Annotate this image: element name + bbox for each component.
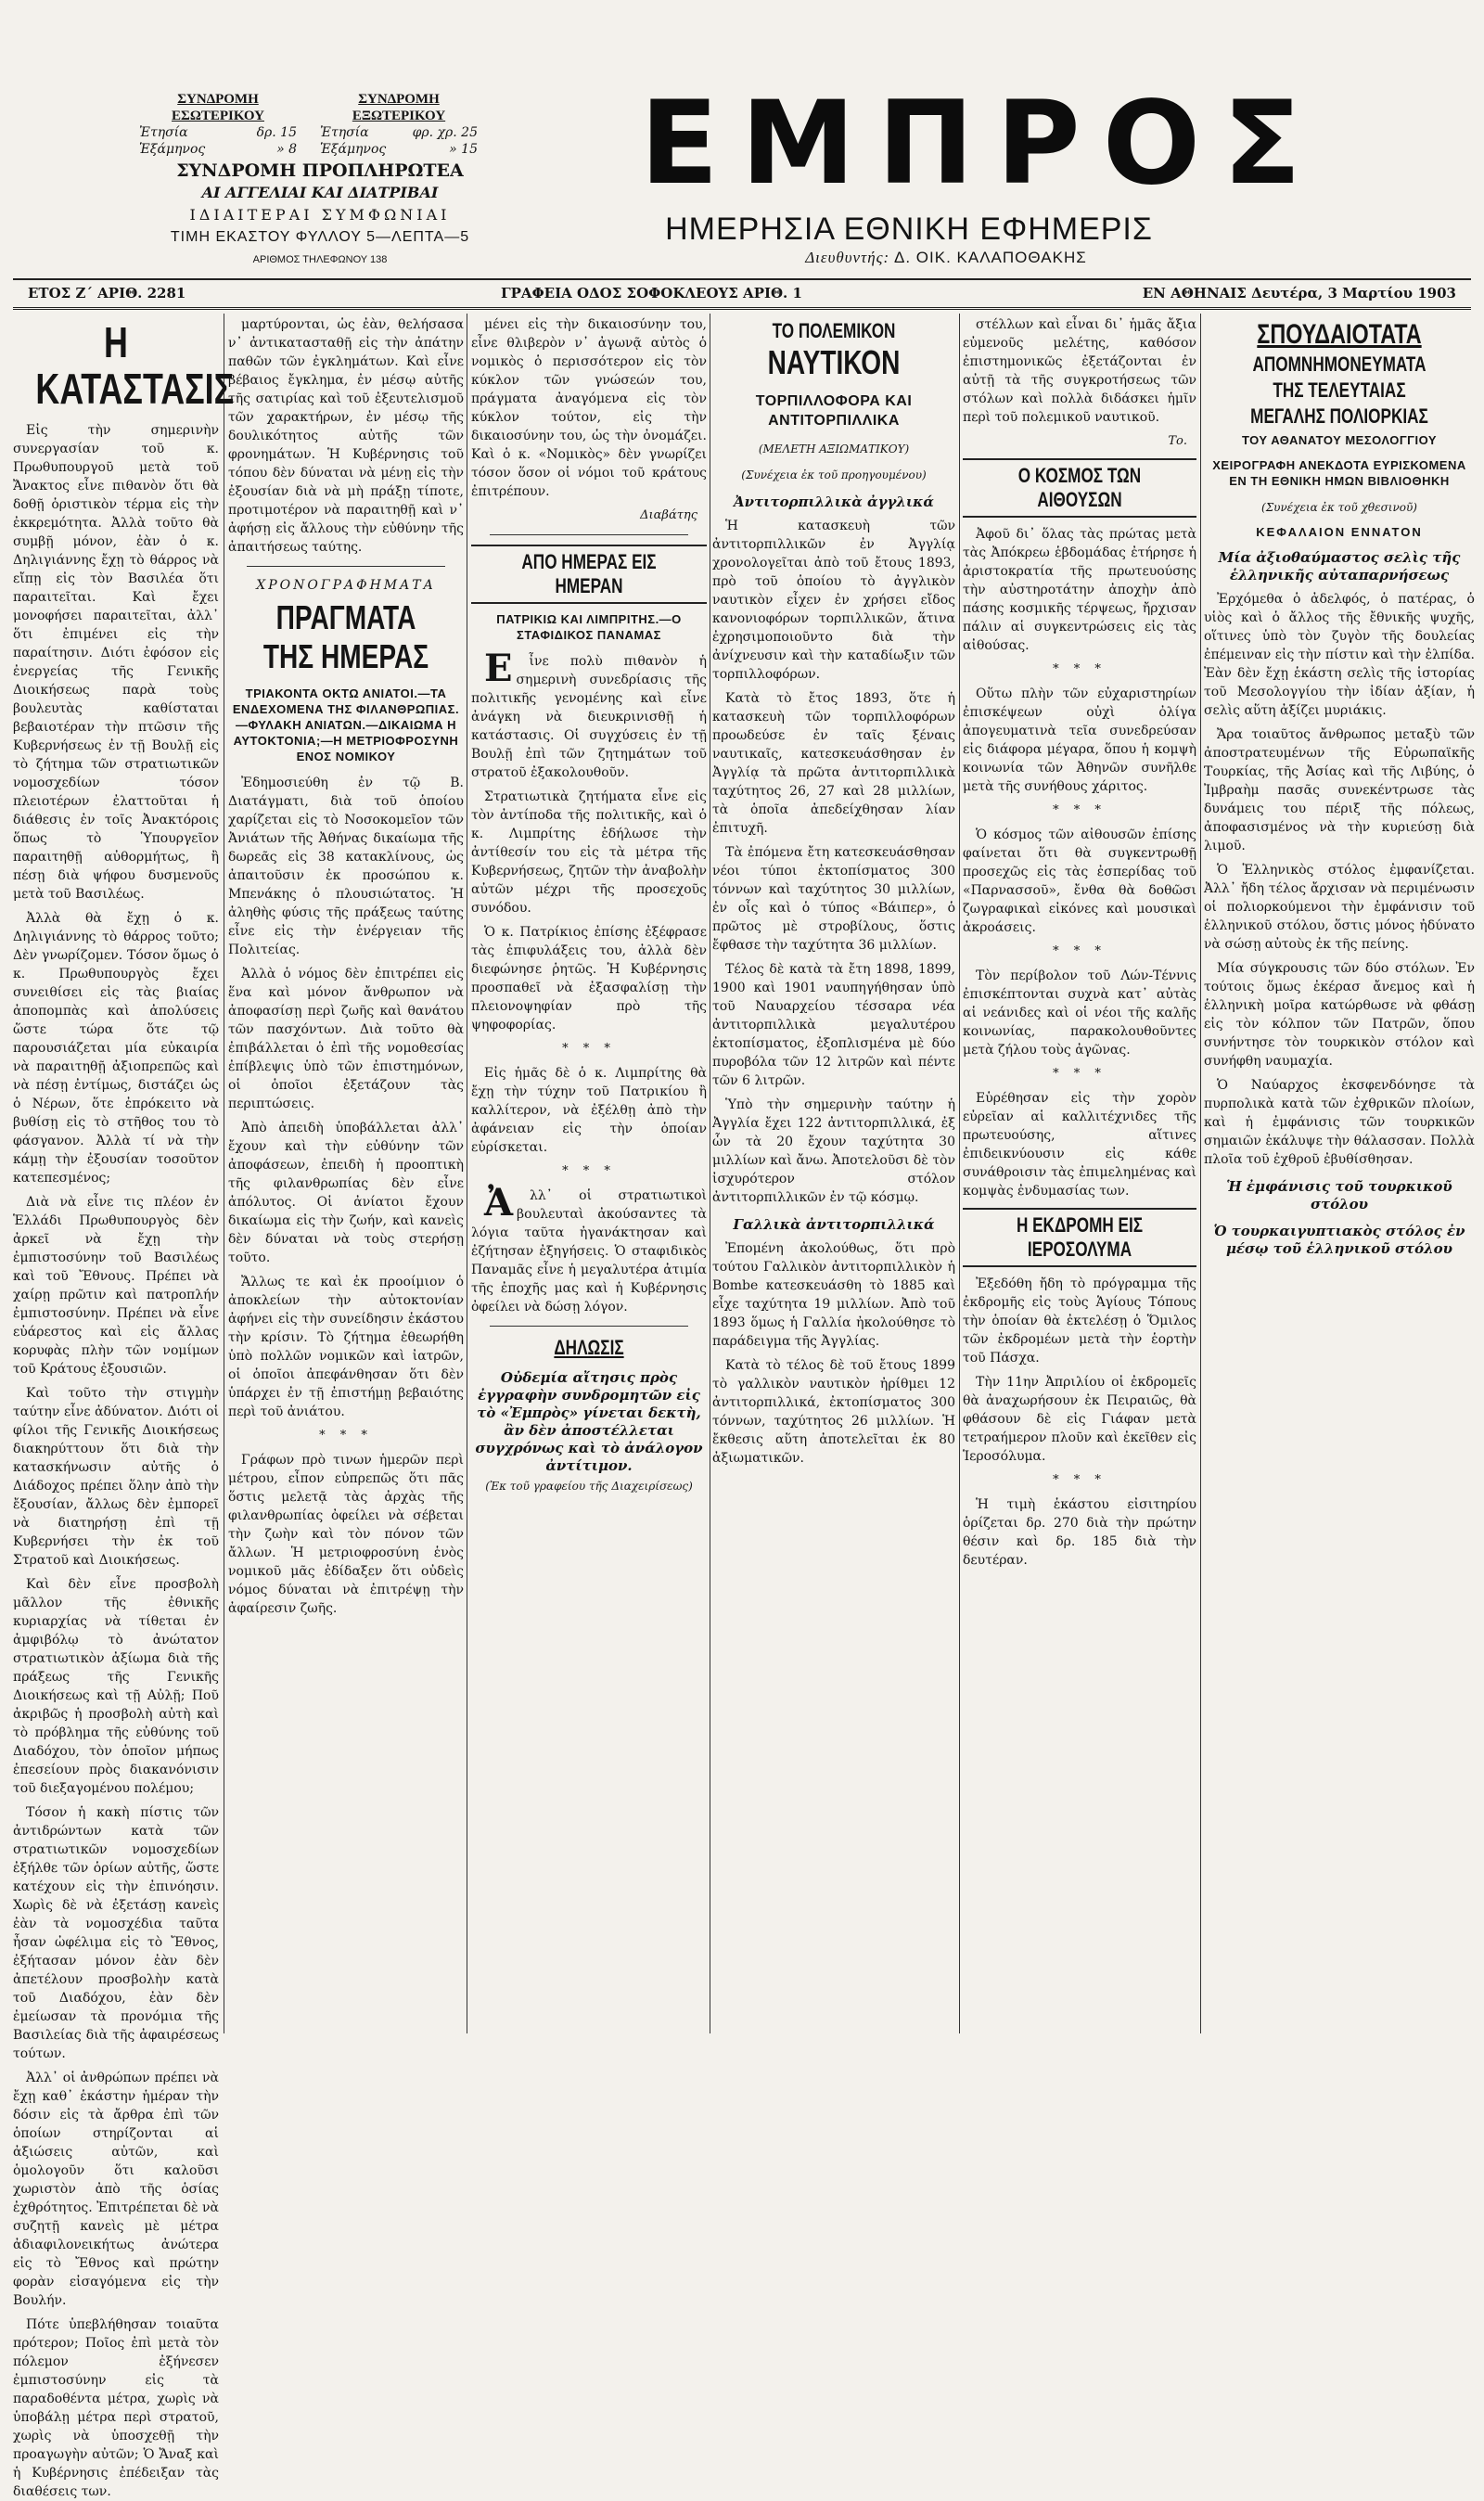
excursion-paragraph: Ἐξεδόθη ἤδη τὸ πρόγραμμα τῆς ἐκδρομῆς εἰς τοὺς Ἁγίους Τόπους τὴν ὁποίαν θὰ ἐκτελέσῃ ὁ Ὅμιλος τῶν ἐκδρομέων μετὰ τὴν ἑορτὴν τοῦ Πάσχα. <box>963 1276 1196 1366</box>
subscription-yearly-row <box>139 124 297 141</box>
navy-paragraph: Τέλος δὲ κατὰ τὰ ἔτη 1898, 1899, 1900 καὶ 1901 ναυπηγήθησαν ὑπὸ τοῦ Ναυαρχείου τέσσαρα νέα ἀντιτορπιλλικὰ μεγαλυτέρου ἐκτοπίσματος, ἐξοπλισμένα μὲ δύο πυροβόλα τῶν 12 λιτρῶν καὶ πέντε τῶν 6 λιτρῶν. <box>712 962 955 1088</box>
navy-paragraph: Τὰ ἐπόμενα ἔτη κατεσκευάσθησαν νέοι τύποι ἐκτοπίσματος 300 τόννων καὶ ταχύτητος 30 μιλλίων, ἐν οἷς καὶ ὁ τύπος «Βάιπερ», ὁ πρῶτος μὲ στροβίλους, ὅστις ἔφθασε τὴν ταχύτητα 36 μιλλίων. <box>712 845 955 953</box>
navy-section-french: Γαλλικὰ ἀντιτορπιλλικά <box>733 1216 935 1233</box>
section-stars: * * * <box>319 1429 373 1443</box>
yearly-label: Ἐτησία <box>139 125 188 140</box>
editorial-paragraph: Ἀλλ᾽ οἱ ἀνθρώπων πρέπει νὰ ἔχῃ καθ᾽ ἑκάστην ἡμέραν τὴν δόσιν εἰς τὰ ἄρθρα ἐπὶ τῶν ὁποίων στηρίζονται αἱ ἀξιώσεις αὐτῶν, καὶ ὁμολογοῦν ὅτι καλοῦσι χωριστὸν ἀπὸ τῆς ὁσίας ἐχθρότητος. Ἐπιτρέπεται δὲ νὰ συζητῇ κανεὶς μὲ μέτρα ἀδιαφιλονεικήτως ἀνώτερα εἰς τὸ Ἔθνος καὶ πρώτην φορὰν εἰσαγόμενα εἰς τὴν Βουλήν. <box>13 2071 219 2308</box>
memoirs-headline-5: ΤΟΥ ΑΘΑΝΑΤΟΥ ΜΕΣΟΛΟΓΓΙΟΥ <box>1241 433 1438 447</box>
excursion-paragraph: Ἡ τιμὴ ἑκάστου εἰσιτηρίου ὁρίζεται δρ. 270 διὰ τὴν πρώτην θέσιν καὶ δρ. 185 διὰ τὴν δευτέραν. <box>963 1497 1196 1568</box>
director-line <box>705 249 1187 267</box>
column-chronicle <box>228 315 464 2032</box>
yearly-price: φρ. χρ. 25 <box>412 125 478 140</box>
daily-subhead: ΠΑΤΡΙΚΙΩ ΚΑΙ ΛΙΜΠΡΙΤΗΣ.—Ο ΣΤΑΦΙΔΙΚΟΣ ΠΑΝΑΜΑΣ <box>496 612 682 642</box>
half-label: Ἑξάμηνος <box>139 142 206 157</box>
memoirs-paragraph: Μία σύγκρουσις τῶν δύο στόλων. Ἐν τούτοις ὅμως ἐκέρασ ἄνεμος καὶ ἡ ἑλληνικὴ μοῖρα κατώρθωσε νὰ φθάσῃ εἰς τὸν κόλπον τῶν Πατρῶν, ὅπου συνήντησε τὸν τουρκικὸν στόλον καὶ συνήφθη ναυμαχία. <box>1204 961 1475 1069</box>
editorial-paragraph: Τόσον ἡ κακὴ πίστις τῶν ἀντιδρώντων κατὰ τῶν στρατιωτικῶν νομοσχεδίων ἐξήλθε τῶν ὁρίων αὐτῆς, ὥστε κατέχουν εἰς τὴν ἐπινόησιν. Χωρὶς δὲ νὰ ἐξετάσῃ κανεὶς ἐὰν τὰ νομοσχέδια ταῦτα ἦσαν ὠφέλιμα εἰς τὸ Ἔθνος, ἐξήτασαν μόνον ἐὰν δὲν ἀπετέλουν προσβολὴν κατὰ τοῦ Διαδόχου, ἐὰν δὲν ἐμείωσαν τὰ προνόμια τῆς Βασιλείας διὰ τῆς ἀφαιρέσεως τούτων. <box>13 1805 219 2061</box>
memoirs-section: Ἡ ἐμφάνισις τοῦ τουρκικοῦ στόλου <box>1226 1178 1452 1212</box>
price-notice: ΤΙΜΗ ΕΚΑΣΤΟΥ ΦΥΛΛΟΥ 5—ΛΕΠΤΑ—5 <box>170 229 470 245</box>
article-signature: Διαβάτης <box>640 508 697 522</box>
column-divider <box>1200 314 1201 2033</box>
chronicle-paragraph: Ἀπὸ ἀπειδὴ ὑποβάλλεται ἀλλ᾽ ἔχουν καὶ τὴν εὐθύνην τῶν ἀποφάσεων, ἐπειδὴ ἡ προοπτικὴ τῆς φιλανθρωπίας δὲν εἶνε ἀπόλυτος. Οἱ ἀνίατοι ἔχουν δικαίωμα εἰς τὴν ζωήν, καὶ κανεὶς δὲν δύναται νὰ τοὺς στερήσῃ τοῦτο. <box>228 1121 464 1265</box>
prepaid-notice: ΣΥΝΔΡΟΜΗ ΠΡΟΠΛΗΡΩΤΕΑ <box>176 160 464 181</box>
subscription-domestic <box>139 91 297 158</box>
subscription-half-row <box>139 141 297 158</box>
chronicle-paragraph: Ἀλλὰ ὁ νόμος δὲν ἐπιτρέπει εἰς ἕνα καὶ μόνον ἄνθρωπον νὰ ἀποφασίσῃ περὶ ζωῆς καὶ θανάτου τῶν πασχόντων. Διὰ τοῦτο θὰ ἐπιβάλλεται ὁ ἐπὶ τῆς νομοθεσίας ἐπίβλεψις ὑπὸ τῶν ἐπιστημόνων, οἱ ὁποῖοι ἐξετάζουν τὰς περιπτώσεις. <box>228 967 464 1111</box>
daily-paragraph: Ἀλλ᾽ οἱ στρατιωτικοὶ βουλευταὶ ἀκούσαντες τὰ λόγια ταῦτα ἠγανάκτησαν καὶ ἐζήτησαν ἐξηγήσεις. Ὁ σταφιδικὸς Παναμᾶς εἶνε ἡ μεγαλυτέρα ἀτιμία τῆς ἐποχῆς μας καὶ ἡ Κυβέρνησις ὀφείλει νὰ δώσῃ λόγον. <box>471 1181 707 1315</box>
memoirs-headline-4: ΜΕΓΑΛΗΣ ΠΟΛΙΟΡΚΙΑΣ <box>1250 404 1428 428</box>
section-stars: * * * <box>1053 662 1107 676</box>
continued-paragraph: μαρτύρονται, ὡς ἐὰν, θελήσασα ν᾽ ἀντικατασταθῇ εἰς τὴν ἀπάτην παθῶν τῶν ἐγκλημάτων. Καὶ εἶνε βέβαιος ἔγκλημα, ἐν μέσῳ αὐτῆς τῆς σατιρίας καὶ τοῦ ἐξευτελισμοῦ τῶν χαρακτήρων, ἐν μέσῳ τῆς δουλικότητος αὐτῆς τῶν φρονημάτων. Ἡ Κυβέρνησις τοῦ τόπου δὲν δύναται νὰ μένῃ εἰς τὴν ἐξουσίαν διὰ νὰ μὴ πράξῃ τίποτε, προτιμοτέρον νὰ παραιτηθῇ καὶ ν᾽ ἀφήσῃ εἰς ἄλλους τὴν εὐθύνην τῆς ἀπαιτήσεως ταύτης. <box>228 317 464 555</box>
editorial-paragraph: Καὶ δὲν εἶνε προσβολὴ μᾶλλον τῆς ἐθνικῆς κυριαρχίας νὰ τίθεται ἐν ἀμφιβόλῳ τὸ ἀνώτατον στρατιωτικὸν ἀξίωμα διὰ τῆς πράξεως τῆς Γενικῆς Διοικήσεως καὶ τῇ Αὐλῇ; Ποῦ ἀκριβῶς ἡ προσβολὴ αὐτὴ καὶ τὸ πρόβλημα τῆς εὐθύνης τοῦ Διαδόχου, τὸν ὁποῖον μήπως ἐπεσείουν πρὸς διακανόνισιν τοῦ διεξαγομένου πολέμου; <box>13 1577 219 1796</box>
daily-headline-box <box>471 545 707 604</box>
editorial-paragraph: Καὶ τοῦτο τὴν στιγμὴν ταύτην εἶνε ἀδύνατον. Διότι οἱ φίλοι τῆς Γενικῆς Διοικήσεως διακηρύττουν ὅτι διὰ τὴν κατασκήνωσιν αὐτῆς ὁ Διάδοχος πρέπει ὅλην ἀπὸ τὴν ἔξουσίαν, ἄλλως δὲν ἐμπορεῖ νὰ διατηρήσῃ ἐπὶ τῇ Κυβερνήσει τὴν ἐκ τοῦ Στρατοῦ καὶ Διοικήσεως. <box>13 1386 219 1568</box>
column-daily <box>471 315 707 2032</box>
memoirs-subhead: ΧΕΙΡΟΓΡΑΦΗ ΑΝΕΚΔΟΤΑ ΕΥΡΙΣΚΟΜΕΝΑ ΕΝ ΤΗ ΕΘΝΙΚΗ ΗΜΩΝ ΒΙΒΛΙΟΘΗΚΗ <box>1212 458 1466 488</box>
offices-address: ΓΡΑΦΕΙΑ ΟΔΟΣ ΣΟΦΟΚΛΕΟΥΣ ΑΡΙΘ. 1 <box>501 285 802 301</box>
article-separator <box>247 566 445 567</box>
subscription-yearly-row <box>320 124 478 141</box>
memoirs-paragraph: Ἐρχόμεθα ὁ ἀδελφός, ὁ πατέρας, ὁ υἱὸς καὶ ὁ ἄλλος τῆς ἔθνικῆς ψυχῆς, οἵτινες ὑπὸ τὸν ζυγὸν τῆς δουλείας ἐπέμειναν εἰς τὴν πίστιν καὶ τὴν ἐλπίδα. Ἐὰν δὲν ἔχῃ ἑκάστη σελὶς τῆς ἱστορίας τοῦ Μεσολογγίου τὴν ἰδίαν ἀξίαν, ἡ σελὶς αὕτη ἀξίζει μυριάκις. <box>1204 592 1475 718</box>
subscription-foreign-title: ΣΥΝΔΡΟΜΗ ΕΞΩΤΕΡΙΚΟΥ <box>352 92 446 123</box>
navy-section-english: Ἀντιτορπιλλικὰ ἀγγλικά <box>734 494 934 510</box>
society-headline: Ο ΚΟΣΜΟΣ ΤΩΝ ΑΙΘΟΥΣΩΝ <box>1017 464 1142 511</box>
chronicle-subhead: ΤΡΙΑΚΟΝΤΑ ΟΚΤΩ ΑΝΙΑΤΟΙ.—ΤΑ ΕΝΔΕΧΟΜΕΝΑ ΤΗΣ ΦΙΛΑΝΘΡΩΠΙΑΣ.—ΦΥΛΑΚΗ ΑΝΙΑΤΩΝ.—ΔΙΚΑΙΩΜΑ Η ΑΥΤΟΚΤΟΝΙΑ;—Η ΜΕΤΡΙΟΦΡΟΣΥΝΗ ΕΝΟΣ ΝΟΜΙΚΟΥ <box>232 686 460 763</box>
navy-paragraph: Κατὰ τὸ τέλος δὲ τοῦ ἔτους 1899 τὸ γαλλικὸν ναυτικὸν ἠρίθμει 12 ἀντιτορπιλλικά, ἐκτοπίσματος 300 τόννων, ταχύτητος 26 μιλλίων. Ἡ ἔκθεσις αὕτη ἀποτελεῖται ἐκ 80 ἀξιωματικῶν. <box>712 1358 955 1466</box>
navy-byline: (ΜΕΛΕΤΗ ΑΞΙΩΜΑΤΙΚΟΥ) <box>758 442 910 455</box>
daily-paragraph: Εἰς ἡμᾶς δὲ ὁ κ. Λιμπρίτης θὰ ἔχῃ τὴν τύχην τοῦ Πατρικίου ἢ καλλίτερον, νὰ ἐξέλθῃ ἀπὸ τὴν ἀφάνειαν εἰς τὴν ὁποίαν εὑρίσκεται. <box>471 1066 707 1155</box>
half-price: » 8 <box>276 142 297 157</box>
memoirs-chapter: ΚΕΦΑΛΑΙΟΝ ΕΝΝΑΤΟΝ <box>1256 525 1423 539</box>
column-memoirs <box>1204 315 1475 2032</box>
director-name: Δ. ΟΙΚ. ΚΑΛΑΠΟΘΑΚΗΣ <box>893 249 1087 266</box>
article-separator <box>490 534 688 535</box>
navy-continued: (Συνέχεια ἐκ τοῦ προηγουμένου) <box>741 468 927 481</box>
society-paragraph: Εὑρέθησαν εἰς τὴν χορὸν εὐρεῖαν αἱ καλλιτέχνιδες τῆς πρωτευούσης, αἵτινες ἐπιδεικνύουσιν εἰς κάθε συνάθροισιν τὰς ἐπιμελημένας καὶ κομψὰς ἐνδυμασίας των. <box>963 1091 1196 1199</box>
section-stars: * * * <box>562 1042 616 1056</box>
yearly-label: Ἐτησία <box>320 125 369 140</box>
excursion-headline: Η ΕΚΔΡΟΜΗ ΕΙΣ ΙΕΡΟΣΟΛΥΜΑ <box>1016 1213 1144 1261</box>
continued-paragraph: στέλλων καὶ εἶναι δι᾽ ἡμᾶς ἄξια εὐμενοῦς μελέτης, καθόσον ἐπιστημονικῶς ἐξετάζονται ἐν αὐτῇ τὰ τῆς συγκροτήσεως τῶν στόλων καὶ πολλὰ διδάσκει ἡμῖν περὶ τοῦ πολεμικοῦ ναυτικοῦ. <box>963 317 1196 425</box>
memoirs-paragraph: Ἄρα τοιαῦτος ἄνθρωπος μεταξὺ τῶν ἀποστρατευμένων τῆς Εὐρωπαϊκῆς Τουρκίας, τῆς Ἀσίας καὶ τῆς Λιβύης, ὁ Ἰμβραὴμ πασᾶς συνεκέντρωσε τὰς δυνάμεις του πέριξ τῆς πόλεως, ἀποφασισμένος νὰ τὴν κυριεύσῃ διὰ λιμοῦ. <box>1204 727 1475 853</box>
subscription-domestic-title: ΣΥΝΔΡΟΜΗ ΕΣΩΤΕΡΙΚΟΥ <box>172 92 264 123</box>
subscription-half-row <box>320 141 478 158</box>
issue-number: ΕΤΟΣ Ζ΄ ΑΡΙΘ. 2281 <box>28 285 186 301</box>
navy-headline: ΝΑΥΤΙΚΟΝ <box>767 343 901 381</box>
section-stars: * * * <box>1053 1067 1107 1081</box>
memoirs-headline-3: ΤΗΣ ΤΕΛΕΥΤΑΙΑΣ <box>1273 378 1406 402</box>
half-price: » 15 <box>449 142 478 157</box>
subscription-foreign <box>320 91 478 158</box>
yearly-price: δρ. 15 <box>256 125 297 140</box>
memoirs-headline-1: ΣΠΟΥΔΑΙΟΤΑΤΑ <box>1257 319 1422 350</box>
society-paragraph: Ὁ κόσμος τῶν αἰθουσῶν ἐπίσης φαίνεται ὅτι θὰ συγκεντρωθῇ προσεχῶς εἰς τὰς ἐσπερίδας τοῦ «Παρνασσοῦ», ἔνθα θὰ δοθῶσι ζωγραφικαὶ εἰκόνες καὶ μουσικαὶ ἀκροάσεις. <box>963 827 1196 935</box>
memoirs-continued: (Συνέχεια ἐκ τοῦ χθεσινοῦ) <box>1261 501 1417 514</box>
navy-headline-top: ΤΟ ΠΟΛΕΜΙΚΟΝ <box>772 319 896 342</box>
navy-paragraph: Κατὰ τὸ ἔτος 1893, ὅτε ἡ κατασκευὴ τῶν τορπιλλοφόρων προωδεύσε ἐν ταῖς ξέναις ναυτικαῖς, κατεσκευάσθησαν ἐν Ἀγγλίᾳ τὰ πρῶτα ἀντιτορπιλλικὰ ταχύτητος 26, 27 καὶ 28 μιλλίων, τὰ ὁποῖα ἀπεδείχθησαν λίαν ἐπιτυχῆ. <box>712 691 955 836</box>
editorial-paragraph: Εἰς τὴν σημερινὴν συνεργασίαν τοῦ κ. Πρωθυπουργοῦ μετὰ τοῦ Ἄνακτος εἶνε πιθανὸν ὅτι θὰ δοθῇ ὁριστικὸν τέρμα εἰς τὴν ἐκκρεμότητα. Ἀλλὰ τοῦτο θὰ συμβῇ μόνον, ἐὰν ὁ κ. Δηλιγιάννης ἔχῃ τὸ θάρρος νὰ εἴπῃ εἰς τὸν Βασιλέα ὅτι παραιτεῖται. Καὶ ἔχει μονοφήσει παραιτεῖται, ἀλλ᾽ ὅτι ἐπιμένει εἰς τὴν παραίτησιν. Διότι ἐφόσον εἰς ἐνεργείας τῆς Γενικῆς Διοικήσεως παρὰ τοὺς βουλευτὰς καθίσταται βεβαιοτέραν τὴν πτῶσιν τῆς Κυβερνήσεως ἐν τῇ Βουλῇ εἰς τὸ ζήτημα τῶν στρατιωτικῶν νομοσχεδίων τόσον πλειοτέρων ἐλαττοῦται ἡ διάθεσις ἐν τοῖς Ἀνακτόροις ὅπως τὸ Ὑπουργεῖον παραιτηθῇ αὐθορμήτως, ἢ πέσῃ διὰ ψήφου δυσμενοῦς μετὰ τοῦ Βασιλέως. <box>13 423 219 902</box>
notice-source: (Ἐκ τοῦ γραφείου τῆς Διαχειρίσεως) <box>485 1480 693 1493</box>
section-stars: * * * <box>562 1164 616 1178</box>
notice-body: Οὐδεμία αἴτησις πρὸς ἐγγραφὴν συνδρομητῶν εἰς τὸ «Ἐμπρὸς» γίνεται δεκτὴ, ἂν δὲν ἀποστέλλεται συγχρόνως καὶ τὸ ἀνάλογον ἀντίτιμον. <box>475 1369 703 1474</box>
editorial-paragraph: Πότε ὑπεβλήθησαν τοιαῦτα πρότερον; Ποῖος ἐπὶ μετὰ τὸν πόλεμον ἐξήνεσεν ἐμπιστοσύνην εἰς τὰ παραδοθέντα μέτρα, χωρὶς νὰ ὑποβάλῃ μέτρα περὶ στρατοῦ, χωρὶς νὰ ὑποσχεθῇ τὴν προαγωγὴν αὐτῶν; Ὁ Ἄναξ καὶ ἡ Κυβέρνησις ἐπέδειξαν τὰς διαθέσεις των. <box>13 2317 219 2499</box>
chronicle-headline: ΠΡΑΓΜΑΤΑ ΤΗΣ ΗΜΕΡΑΣ <box>262 598 429 675</box>
notice-headline: ΔΗΛΩΣΙΣ <box>554 1336 624 1359</box>
chronicle-paragraph: Γράφων πρὸ τινων ἡμερῶν περὶ μέτρου, εἶπον εὐπρεπῶς ὅτι πᾶς ὅστις μελετᾷ τὰς ἀρχὰς τῆς φιλανθρωπίας ὀφείλει νὰ σέβεται τὴν ζωὴν καὶ τὸν πόνον τῶν ἄλλων. Ἡ μετριοφροσύνη ἑνὸς νομικοῦ μᾶς ἐδίδαξεν ὅτι οὐδεὶς νόμος δύναται νὰ ἐπιτρέψῃ τὴν ἀφαίρεσιν ζωῆς. <box>228 1453 464 1616</box>
dateline-rule-bottom <box>13 307 1471 310</box>
daily-paragraph: Στρατιωτικὰ ζητήματα εἶνε εἰς τὸν ἀντίποδα τῆς πολιτικῆς, καὶ ὁ κ. Λιμπρίτης ἐδήλωσε τὴν ἀντίθεσίν του εἰς τὰ μέτρα τῆς Κυβερνήσεως, ζητῶν τὴν ἀναβολὴν αὐτῶν μέχρι τῆς προσεχοῦς συνόδου. <box>471 789 707 916</box>
column-editorial <box>13 315 235 2499</box>
section-stars: * * * <box>1053 944 1107 958</box>
article-signature: Το. <box>1168 434 1187 448</box>
column-navy <box>712 315 955 2032</box>
memoirs-section: Ὁ τουρκαιγυπτιακὸς στόλος ἐν μέσῳ τοῦ ἑλληνικοῦ στόλου <box>1213 1223 1465 1257</box>
memoirs-chapter-title: Μία ἀξιοθαύμαστος σελὶς τῆς ἑλληνικῆς αὐταπαρνήσεως <box>1218 549 1461 584</box>
continued-paragraph: μένει εἰς τὴν δικαιοσύνην του, εἶνε θλιβερὸν ν᾽ ἀγωνᾷ αὐτὸς ὁ νομικὸς ὁ περισσότερον εἰς τὸν κύκλον τῶν γνώσεών του, πράγματα ἀναγόμενα εἰς τὸν κύκλον τούτον, εἰς τὴν δικαιοσύνην του, ὡς τὴν ὀνομάζει. Καὶ ὁ κ. «Νομικὸς» δὲν γνωρίζει τόσον ὅσον οἱ νόμοι τοῦ κράτους ἐπιτρέπουν. <box>471 317 707 499</box>
editorial-paragraph: Ἀλλὰ θὰ ἔχῃ ὁ κ. Δηλιγιάννης τὸ θάρρος τοῦτο; Δὲν γνωρίζομεν. Τόσον ὅμως ὁ κ. Πρωθυπουργὸς ἔχει συνειθίσει εἰς τὰς βιαίας ἀποπομπὰς καὶ ἀπολύσεις ὥστε τώρα ὅτε τῷ παρουσιάζεται μία εὐκαιρία νὰ παραιτηθῇ ἀξιοπρεπῶς καὶ νὰ πέσῃ ἐντίμως, διστάζει ὡς ὁ Νέρων, ὅτε ἐπρόκειτο νὰ βυθίσῃ εἰς τὸ στῆθος του τὸ φάσγανον. Ἀλλὰ τί νὰ τὴν κάμῃ τὴν ἐξουσίαν τοσοῦτον κατεπεσμένος; <box>13 911 219 1186</box>
memoirs-headline-2: ΑΠΟΜΝΗΜΟΝΕΥΜΑΤΑ <box>1252 353 1426 376</box>
column-divider <box>959 314 960 2033</box>
section-stars: * * * <box>1053 1473 1107 1487</box>
dateline-rule-top <box>13 278 1471 280</box>
newspaper-subtitle: ΗΜΕΡΗΣΙΑ ΕΘΝΙΚΗ ΕΦΗΜΕΡΙΣ <box>665 212 1153 247</box>
article-separator <box>490 1326 688 1327</box>
editorial-paragraph: Διὰ νὰ εἶνε τις πλέον ἐν Ἑλλάδι Πρωθυπουργὸς δὲν ἀρκεῖ νὰ ἔχῃ τὴν ἐμπιστοσύνην τοῦ Βασιλέως καὶ τοῦ Ἔθνους. Πρέπει νὰ χαίρῃ πρῶτιν καὶ πατροπλήν ἐμπιστοσύνην. Πρέπει νὰ εἶνε εὐάρεστος καὶ εἰς ἄλλας κορυφὰς πλὴν τῶν νομίμων τοῦ Κράτους ἐξουσιῶν. <box>13 1195 219 1377</box>
society-paragraph: Τὸν περίβολον τοῦ Λών-Τέννις ἐπισκέπτονται συχνὰ κατ᾽ αὐτὰς αἱ νεάνιδες καὶ οἱ νέοι τῆς καλῆς κοινωνίας, παρακολουθοῦντες μετὰ ζήλου τοὺς ἀγῶνας. <box>963 968 1196 1058</box>
daily-headline: ΑΠΟ ΗΜΕΡΑΣ ΕΙΣ ΗΜΕΡΑΝ <box>521 550 657 597</box>
memoirs-paragraph: Ὁ Ναύαρχος ἐκσφενδόνησε τὰ πυρπολικὰ κατὰ τῶν ἐχθρικῶν πλοίων, καὶ ἡ ἐμφάνισις τῶν τουρκικῶν σημαιῶν ἐκάλυψε τὴν θάλασσαν. Πολλὰ πλοῖα τοῦ ἐχθροῦ ἐβυθίσθησαν. <box>1204 1078 1475 1167</box>
navy-paragraph: Ὑπὸ τὴν σημερινὴν ταύτην ἡ Ἀγγλία ἔχει 122 ἀντιτορπιλλικά, ἐξ ὧν τὰ 20 ἔχουν ταχύτητα 30 μιλλίων καὶ ἄνω. Ἀποτελοῦσι δὲ τὸν ἰσχυρότερον στόλον ἀντιτορπιλλικῶν ἐν τῷ κόσμῳ. <box>712 1097 955 1205</box>
navy-paragraph: Ἡ κατασκευὴ τῶν ἀντιτορπιλλικῶν ἐν Ἀγγλίᾳ χρονολογεῖται ἀπὸ τοῦ ἔτους 1893, πρὸ τοῦ ὁποίου τὸ ἀγγλικὸν ναυτικὸν εἶχεν ἐν χρήσει εἴδος κανονιοφόρων τορπιλλικῶν, ἅτινα ἐχρησιμοποιοῦντο διὰ τὴν ἀνίχνευσιν καὶ τὴν καταδίωξιν τῶν τορπιλλοφόρων. <box>712 519 955 682</box>
ads-notice: ΑΙ ΑΓΓΕΛΙΑΙ ΚΑΙ ΔΙΑΤΡΙΒΑΙ <box>201 184 439 201</box>
editorial-headline: Η ΚΑΤΑΣΤΑΣΙΣ <box>35 318 235 413</box>
daily-paragraph: Ὁ κ. Πατρίκιος ἐπίσης ἐξέφρασε τὰς ἐπιφυλάξεις του, ἀλλὰ δὲν διεφώνησε ῥητῶς. Ἡ Κυβέρνησις προσπαθεῖ νὰ ἐξασφαλίσῃ τὴν πλειονοψηφίαν πρὸ τῆς ψηφοφορίας. <box>471 925 707 1032</box>
memoirs-paragraph: Ὁ Ἑλληνικὸς στόλος ἐμφανίζεται. Ἀλλ᾽ ἤδη τέλος ἄρχισαν νὰ περιμένωσιν οἱ πολιορκούμενοι τὴν ἐμφάνισιν τοῦ ἑλληνικοῦ στόλου, ὅστις μόνος ἠδύνατο νὰ σώσῃ αὐτοὺς ἐκ τῆς πείνης. <box>1204 863 1475 952</box>
navy-subhead: ΤΟΡΠΙΛΛΟΦΟΡΑ ΚΑΙ ΑΝΤΙΤΟΡΠΙΛΛΙΚΑ <box>755 393 913 429</box>
column-society <box>963 315 1196 2032</box>
daily-paragraph: Εἶνε πολὺ πιθανὸν ἡ σημερινὴ συνεδρίασις τῆς πολιτικῆς γενομένης καὶ εἶνε ἀνάγκη νὰ διευκρινισθῇ ἡ κατάστασις. Οἱ συγχύσεις ἐν τῇ Βουλῇ ἐπὶ τῶν ζητημάτων τοῦ στρατοῦ ἐξακολουθοῦν. <box>471 647 707 780</box>
masthead-info <box>102 160 538 271</box>
chronicle-paragraph: Ἐδημοσιεύθη ἐν τῷ Β. Διατάγματι, διὰ τοῦ ὁποίου χαρίζεται εἰς τὸ Νοσοκομεῖον τῶν Ἀνιάτων τῆς Ἀθήνας δικαίωμα τῆς δωρεᾶς εἰς 38 κατακλίνους, ὡς ἀπαιτοῦσιν ἐκ προσώπου κ. Μπενάκης ὁ πλουσιώτατος. Ἡ ἀληθὴς φύσις τῆς πράξεως ταύτης εἶνε εἰς τὴν ἐνέργειαν τῆς Πολιτείας. <box>228 776 464 957</box>
half-label: Ἑξάμηνος <box>320 142 387 157</box>
excursion-paragraph: Τὴν 11ην Ἀπριλίου οἱ ἐκδρομεῖς θὰ ἀναχωρήσουν ἐκ Πειραιῶς, θὰ φθάσουν δὲ εἰς Γιάφαν μετὰ τετραήμερον πλοῦν καὶ ἐκεῖθεν εἰς Ἱεροσόλυμα. <box>963 1375 1196 1464</box>
chronicle-paragraph: Ἄλλως τε καὶ ἐκ προοίμιον ὁ ἀποκλείων τὴν αὐτοκτονίαν ἀφήνει εἰς τὴν συνείδησιν ἑκάστου τὴν κρίσιν. Τὸ ζήτημα ἐθεωρήθη ὑπὸ πολλῶν νομικῶν καὶ ἰατρῶν, οἱ ὁποῖοι ἀπεφάνθησαν ὅτι δὲν ὑπάρχει ἐν τῇ ἐπιστήμῃ βεβαιότης περὶ τοῦ ἀνιάτου. <box>228 1275 464 1419</box>
issue-date: ΕΝ ΑΘΗΝΑΙΣ Δευτέρα, 3 Μαρτίου 1903 <box>1142 285 1456 301</box>
navy-paragraph: Ἐπομένη ἀκολούθως, ὅτι πρὸ τούτου Γαλλικὸν ἀντιτορπιλλικὸν ἡ Bombe κατεσκευάσθη τὸ 1885 καὶ εἶχε ταχύτητα 19 μιλλίων. Ἀπὸ τοῦ 1893 ὅμως ἡ Γαλλία ἠκολούθησε τὸ παράδειγμα τῆς Ἀγγλίας. <box>712 1241 955 1349</box>
dateline <box>19 282 1465 304</box>
section-stars: * * * <box>1053 803 1107 817</box>
society-paragraph: Οὕτω πλὴν τῶν εὐχαριστηρίων ἐπισκέψεων οὐχὶ ὀλίγα ἀπογευματινὰ τεῖα συνεδρεύσαν εἰς διάφορα μέγαρα, ὅπου ἡ κομψὴ κοινωνία τῶν Ἀθηνῶν συνῆλθε μετὰ τῆς συνήθους χάριτος. <box>963 686 1196 794</box>
society-paragraph: Ἀφοῦ δι᾽ ὅλας τὰς πρώτας μετὰ τὰς Ἀπόκρεω ἑβδομάδας ἐτήρησε ἡ ἀριστοκρατία τῆς πρωτευούσης τὴν αὐστηροτάτην ἀποχὴν ἀπὸ πάσης κοσμικῆς τέρψεως, ἤρχισαν πάλιν αἱ συγκεντρώσεις εἰς τὰς αἰθούσας. <box>963 527 1196 653</box>
special-notice: ΙΔΙΑΙΤΕΡΑΙ ΣΥΜΦΩΝΙΑΙ <box>189 206 451 224</box>
excursion-headline-box <box>963 1208 1196 1267</box>
section-label: ΧΡΟΝΟΓΡΑΦΗΜΑΤΑ <box>256 578 436 593</box>
phone-notice: ΑΡΙΘΜΟΣ ΤΗΛΕΦΩΝΟΥ 138 <box>252 254 388 265</box>
society-headline-box <box>963 458 1196 518</box>
director-label: Διευθυντής: <box>805 249 890 266</box>
newspaper-title: ΕΜΠΡΟΣ <box>640 77 1324 211</box>
